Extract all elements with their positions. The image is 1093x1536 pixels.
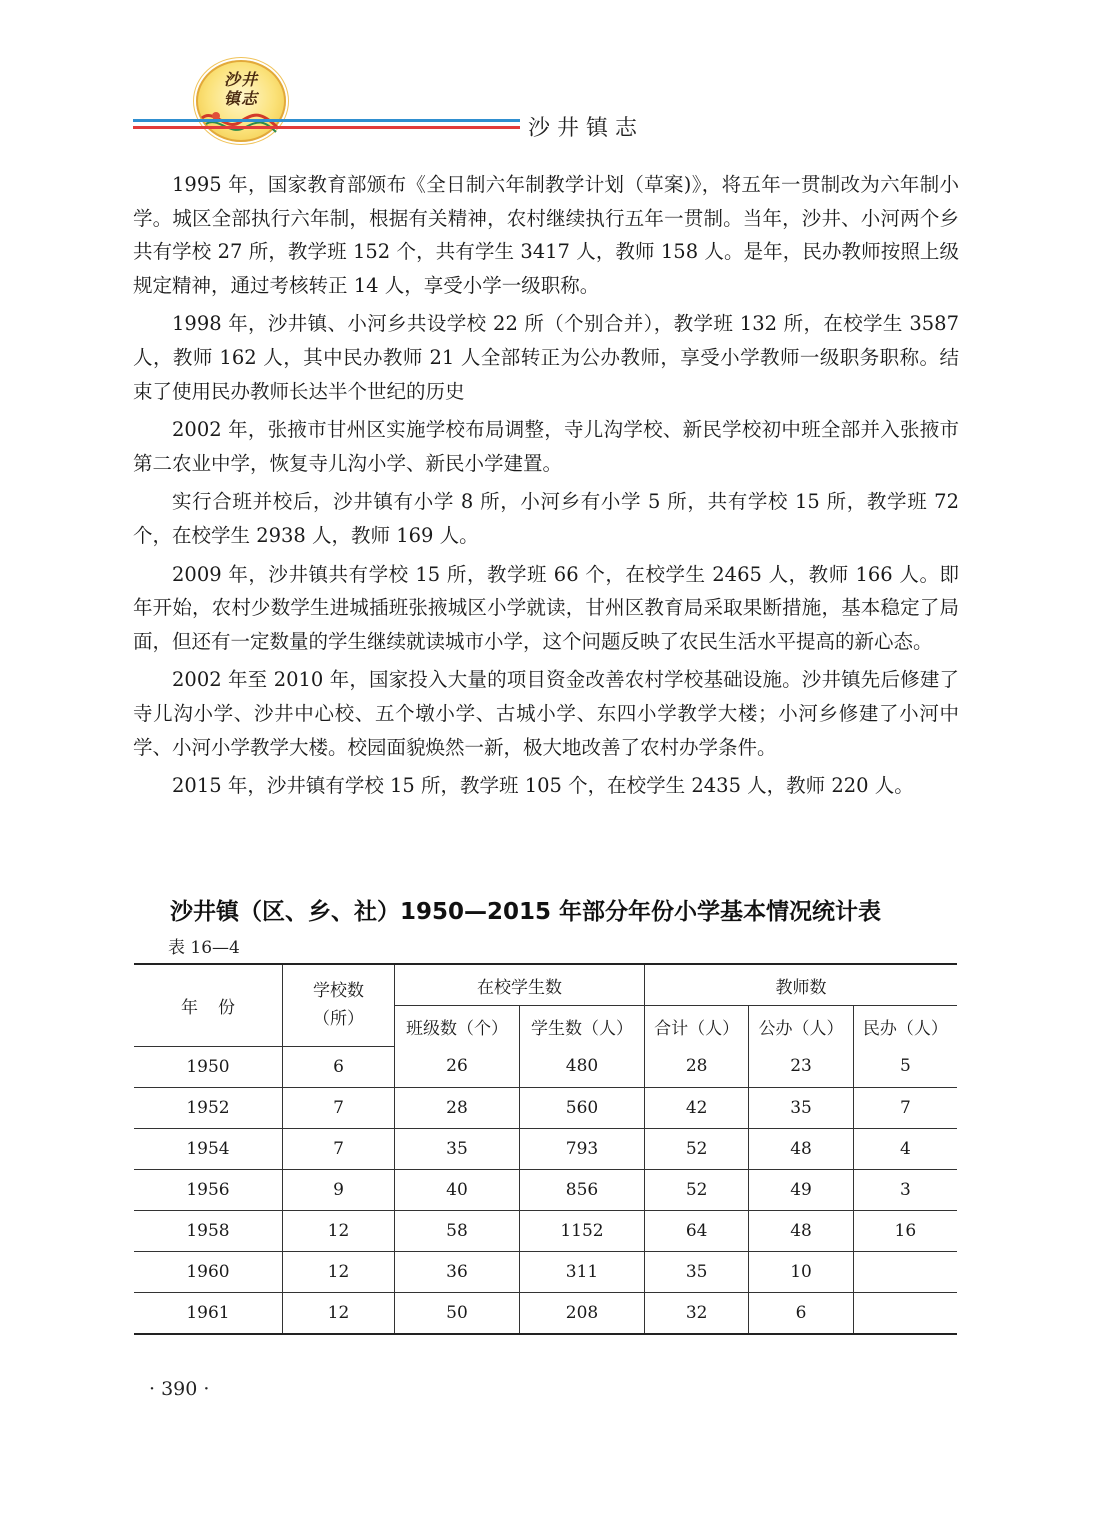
- table-cell: 1958: [134, 1210, 283, 1251]
- header-schools-unit: （所）: [313, 1009, 364, 1030]
- table-number: 表 16—4: [168, 938, 240, 958]
- header-students-group: 在校学生数: [395, 964, 645, 1006]
- header-teachers-private: 民办（人）: [853, 1006, 957, 1047]
- table-cell: 35: [395, 1128, 520, 1169]
- paragraph: 实行合班并校后，沙井镇有小学 8 所，小河乡有小学 5 所，共有学校 15 所，教学班 72 个，在校学生 2938 人，教师 169 人。: [133, 490, 959, 547]
- table-cell: [853, 1251, 957, 1292]
- header-schools: [283, 964, 395, 1046]
- table-cell: 480: [520, 1046, 645, 1087]
- table-cell: 1152: [520, 1210, 645, 1251]
- table-cell: 35: [645, 1251, 749, 1292]
- table-cell: 50: [395, 1292, 520, 1334]
- table-cell: 7: [283, 1087, 395, 1128]
- table-cell: 35: [749, 1087, 853, 1128]
- table-cell: 48: [749, 1128, 853, 1169]
- header-year-label: 年份: [181, 997, 255, 1018]
- table-cell: 1950: [134, 1046, 283, 1087]
- header-students: 学生数（人）: [520, 1006, 645, 1047]
- table-cell: 9: [283, 1169, 395, 1210]
- table-cell: 7: [853, 1087, 957, 1128]
- table-cell: 1954: [134, 1128, 283, 1169]
- table-cell: 28: [645, 1046, 749, 1087]
- header-rule-blue: [133, 119, 520, 122]
- table-row: [134, 1292, 957, 1334]
- header-schools-label: 学校数: [313, 981, 364, 1002]
- table-row: [134, 1169, 957, 1210]
- paragraph: 2009 年，沙井镇共有学校 15 所，教学班 66 个，在校学生 2465 人，教师 166 人。即年开始，农村少数学生进城插班张掖城区小学就读，甘州区教育局采取果断措施，基本稳定了局面，但还有一定数量的学生继续就读城市小学，这个问题反映了农民生活水平提高的新心态。: [133, 562, 959, 653]
- table-cell: 4: [853, 1128, 957, 1169]
- table-cell: 49: [749, 1169, 853, 1210]
- table-cell: 5: [853, 1046, 957, 1087]
- logo-text: 沙井 镇志: [223, 70, 258, 108]
- table-cell: 7: [283, 1128, 395, 1169]
- paragraph: 2015 年，沙井镇有学校 15 所，教学班 105 个，在校学生 2435 人，教师 220 人。: [172, 774, 914, 798]
- table-cell: 6: [283, 1046, 395, 1087]
- table-cell: 856: [520, 1169, 645, 1210]
- header-year: [134, 964, 283, 1046]
- table-cell: 560: [520, 1087, 645, 1128]
- table-cell: 52: [645, 1128, 749, 1169]
- table-cell: 1956: [134, 1169, 283, 1210]
- table-cell: 12: [283, 1292, 395, 1334]
- running-title: 沙井镇志: [528, 116, 645, 141]
- table-cell: 208: [520, 1292, 645, 1334]
- header-teachers-public: 公办（人）: [749, 1006, 853, 1047]
- body-text: [133, 168, 959, 808]
- header-rule-red: [133, 126, 520, 129]
- table-row: [134, 1087, 957, 1128]
- table-row: [134, 1251, 957, 1292]
- table-cell: 1960: [134, 1251, 283, 1292]
- table-cell: 42: [645, 1087, 749, 1128]
- table-row: [134, 1046, 957, 1087]
- paragraph: 2002 年至 2010 年，国家投入大量的项目资金改善农村学校基础设施。沙井镇先后修建了寺儿沟小学、沙井中心校、五个墩小学、古城小学、东四小学教学大楼；小河乡修建了小河中学、小河小学教学大楼。校园面貌焕然一新，极大地改善了农村办学条件。: [133, 668, 959, 759]
- paragraph: 1995 年，国家教育部颁布《全日制六年制教学计划（草案)》，将五年一贯制改为六年制小学。城区全部执行六年制，根据有关精神，农村继续执行五年一贯制。当年，沙井、小河两个乡共有学校 27 所，教学班 152 个，共有学生 3417 人，教师 158 人。是年，民办教师按照上级规定精神，通过考核转正 14 人，享受小学一级职称。: [133, 173, 959, 297]
- table-cell: 3: [853, 1169, 957, 1210]
- page-number: · 390 ·: [149, 1378, 210, 1400]
- table-cell: 32: [645, 1292, 749, 1334]
- header-teachers-group: 教师数: [645, 964, 958, 1006]
- table-cell: 6: [749, 1292, 853, 1334]
- paragraph: 2002 年，张掖市甘州区实施学校布局调整，寺儿沟学校、新民学校初中班全部并入张掖市第二农业中学，恢复寺儿沟小学、新民小学建置。: [133, 418, 959, 475]
- table-cell: 16: [853, 1210, 957, 1251]
- table-cell: 23: [749, 1046, 853, 1087]
- header-classes: 班级数（个）: [395, 1006, 520, 1047]
- paragraph: 1998 年，沙井镇、小河乡共设学校 22 所（个别合并），教学班 132 所，在校学生 3587 人，教师 162 人，其中民办教师 21 人全部转正为公办教师，享受小学教师一级职务职称。结束了使用民办教师长达半个世纪的历史: [133, 312, 959, 403]
- table-cell: 40: [395, 1169, 520, 1210]
- table-cell: 58: [395, 1210, 520, 1251]
- table-row: [134, 1210, 957, 1251]
- table-cell: 1952: [134, 1087, 283, 1128]
- table-cell: 10: [749, 1251, 853, 1292]
- table-cell: 1961: [134, 1292, 283, 1334]
- table-title: 沙井镇（区、乡、社）1950—2015 年部分年份小学基本情况统计表: [170, 899, 882, 925]
- statistics-table: [134, 963, 957, 1335]
- table-cell: 26: [395, 1046, 520, 1087]
- table-cell: 12: [283, 1210, 395, 1251]
- table-cell: 12: [283, 1251, 395, 1292]
- table-body: [134, 1046, 957, 1334]
- header-teachers-total: 合计（人）: [645, 1006, 749, 1047]
- table-cell: 64: [645, 1210, 749, 1251]
- chronicle-logo: [196, 60, 286, 142]
- table-cell: 311: [520, 1251, 645, 1292]
- table-cell: 36: [395, 1251, 520, 1292]
- table-cell: 48: [749, 1210, 853, 1251]
- table-cell: 52: [645, 1169, 749, 1210]
- table-cell: 28: [395, 1087, 520, 1128]
- table-cell: [853, 1292, 957, 1334]
- table-row: [134, 1128, 957, 1169]
- table-cell: 793: [520, 1128, 645, 1169]
